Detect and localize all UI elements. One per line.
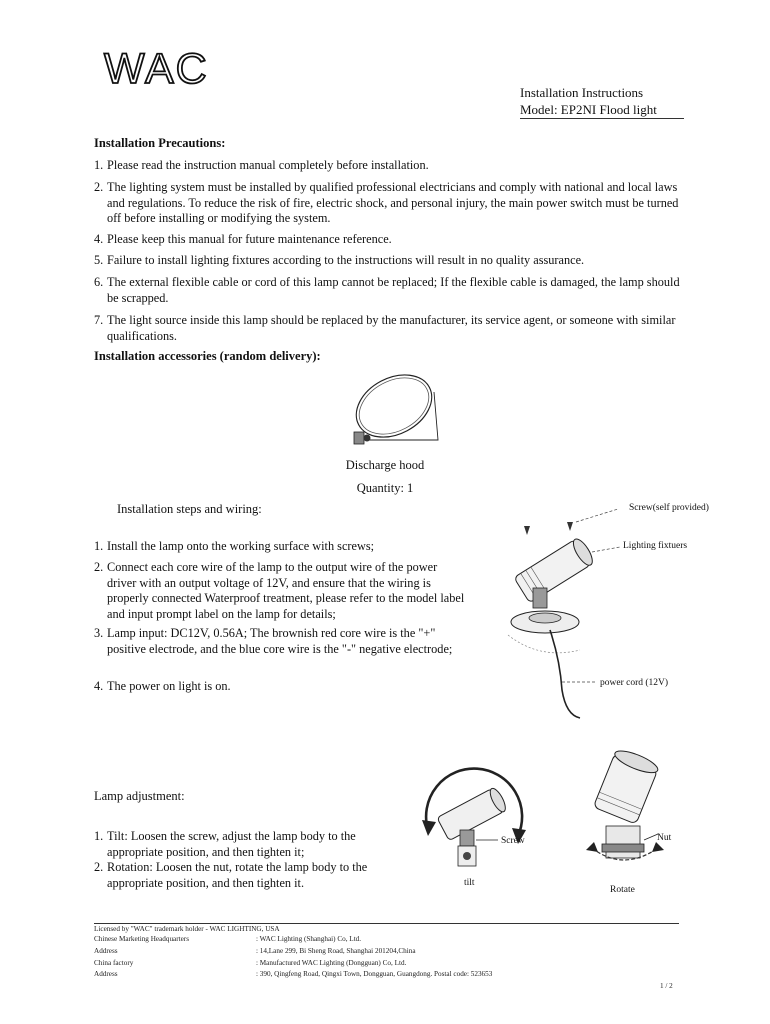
wac-logo-text: WAC — [104, 45, 209, 93]
screw-icon — [524, 526, 530, 535]
page-number: 1 / 2 — [660, 982, 673, 990]
item-text: Connect each core wire of the lamp to the output wire of the power driver with an output voltage of 12V, and ensure that the wiring is properly connected Waterproof treatment, please refer to the model label and input prompt label on the lamp for details; — [107, 560, 465, 621]
item-text: Failure to install lighting fixtures according to the instructions will result in no quality assurance. — [107, 253, 585, 267]
item-text: The power on light is on. — [107, 679, 231, 693]
item-number: 1. — [94, 829, 104, 843]
item-number: 6. — [94, 275, 104, 289]
item-text: Lamp input: DC12V, 0.56A; The brownish red core wire is the "+" positive electrode, and the blue core wire is the "-" negative electrode; — [107, 626, 453, 656]
precaution-item — [94, 313, 684, 344]
screw-icon — [567, 522, 573, 531]
wac-logo-graphic — [104, 45, 269, 93]
doc-type: Installation Instructions — [520, 85, 644, 100]
item-number: 4. — [94, 679, 104, 693]
fixtures-callout: Lighting fixtuers — [623, 541, 688, 551]
footer-license: Licensed by "WAC" trademark holder - WAC LIGHTING, USA — [94, 925, 280, 933]
power-cord-callout: power cord (12V) — [600, 678, 669, 688]
footer-value: : Manufactured WAC Lighting (Dongguan) Co, Ltd. — [256, 959, 407, 967]
flood-light-diagram-icon — [500, 500, 730, 730]
precaution-item — [94, 275, 684, 306]
accessory-quantity: Quantity: 1 — [356, 481, 414, 495]
rotate-label: Rotate — [610, 885, 635, 895]
item-number: 2. — [94, 860, 104, 874]
item-number: 7. — [94, 313, 104, 327]
wiring-illustration — [500, 500, 730, 735]
item-number: 3. — [94, 626, 104, 640]
step-item — [94, 626, 468, 657]
screw-label: Screw — [501, 836, 525, 846]
tilt-diagram-icon — [410, 758, 530, 888]
footer-label: China factory — [94, 959, 134, 967]
discharge-hood-illustration — [340, 370, 440, 455]
footer-label: Chinese Marketing Headquarters — [94, 935, 190, 943]
step-item — [94, 679, 468, 695]
adjustment-item — [94, 860, 379, 891]
rotate-diagram-icon — [578, 750, 673, 885]
footer-label: Address — [94, 970, 118, 978]
item-number: 4. — [94, 232, 104, 246]
model-line: Model: EP2NI Flood light — [520, 102, 657, 117]
footer-value: : WAC Lighting (Shanghai) Co, Ltd. — [256, 935, 362, 943]
step-item — [94, 539, 468, 555]
wac-logo — [104, 45, 269, 93]
item-number: 2. — [94, 560, 104, 574]
precautions-title: Installation Precautions: — [94, 136, 226, 150]
footer-value: : 390, Qingfeng Road, Qingxi Town, Dongguan, Guangdong. Postal code: 523653 — [256, 970, 493, 978]
adjustment-title: Lamp adjustment: — [94, 789, 185, 803]
precaution-item — [94, 158, 684, 174]
discharge-hood-icon — [340, 370, 440, 450]
precaution-item — [94, 180, 684, 227]
accessories-title: Installation accessories (random delivery): — [94, 349, 321, 363]
tilt-label: tilt — [464, 878, 475, 888]
item-number: 2. — [94, 180, 104, 194]
step-item — [94, 560, 468, 622]
item-text: Tilt: Loosen the screw, adjust the lamp body to the appropriate position, and then tighten it; — [107, 829, 356, 859]
tilt-illustration — [410, 758, 530, 893]
item-text: The light source inside this lamp should be replaced by the manufacturer, its service agent, or someone with similar qualifications. — [107, 313, 676, 343]
item-text: Rotation: Loosen the nut, rotate the lamp body to the appropriate position, and then tighten it. — [107, 860, 368, 890]
screw-callout: Screw(self provided) — [629, 503, 709, 513]
steps-title: Installation steps and wiring: — [117, 502, 262, 516]
item-number: 5. — [94, 253, 104, 267]
adjustment-item — [94, 829, 379, 860]
item-text: Install the lamp onto the working surface with screws; — [107, 539, 375, 553]
item-text: Please read the instruction manual completely before installation. — [107, 158, 429, 172]
item-text: The external flexible cable or cord of this lamp cannot be replaced; If the flexible cable is damaged, the lamp should be scrapped. — [107, 275, 680, 305]
item-text: The lighting system must be installed by qualified professional electricians and comply with national and local laws and regulations. To reduce the risk of fire, electric shock, and personal injury, the main power switch must be turned off before installing or modifying the system. — [107, 180, 679, 225]
precaution-item — [94, 253, 684, 269]
accessory-name: Discharge hood — [345, 458, 425, 472]
item-number: 1. — [94, 158, 104, 172]
footer-value: : 14,Lane 299, Bi Sheng Road, Shanghai 201204,China — [256, 947, 416, 955]
item-text: Please keep this manual for future maintenance reference. — [107, 232, 392, 246]
footer-label: Address — [94, 947, 118, 955]
nut-label: Nut — [657, 833, 672, 843]
header-rule — [520, 118, 684, 119]
precaution-item — [94, 232, 684, 248]
item-number: 1. — [94, 539, 104, 553]
rotate-illustration — [578, 750, 673, 890]
